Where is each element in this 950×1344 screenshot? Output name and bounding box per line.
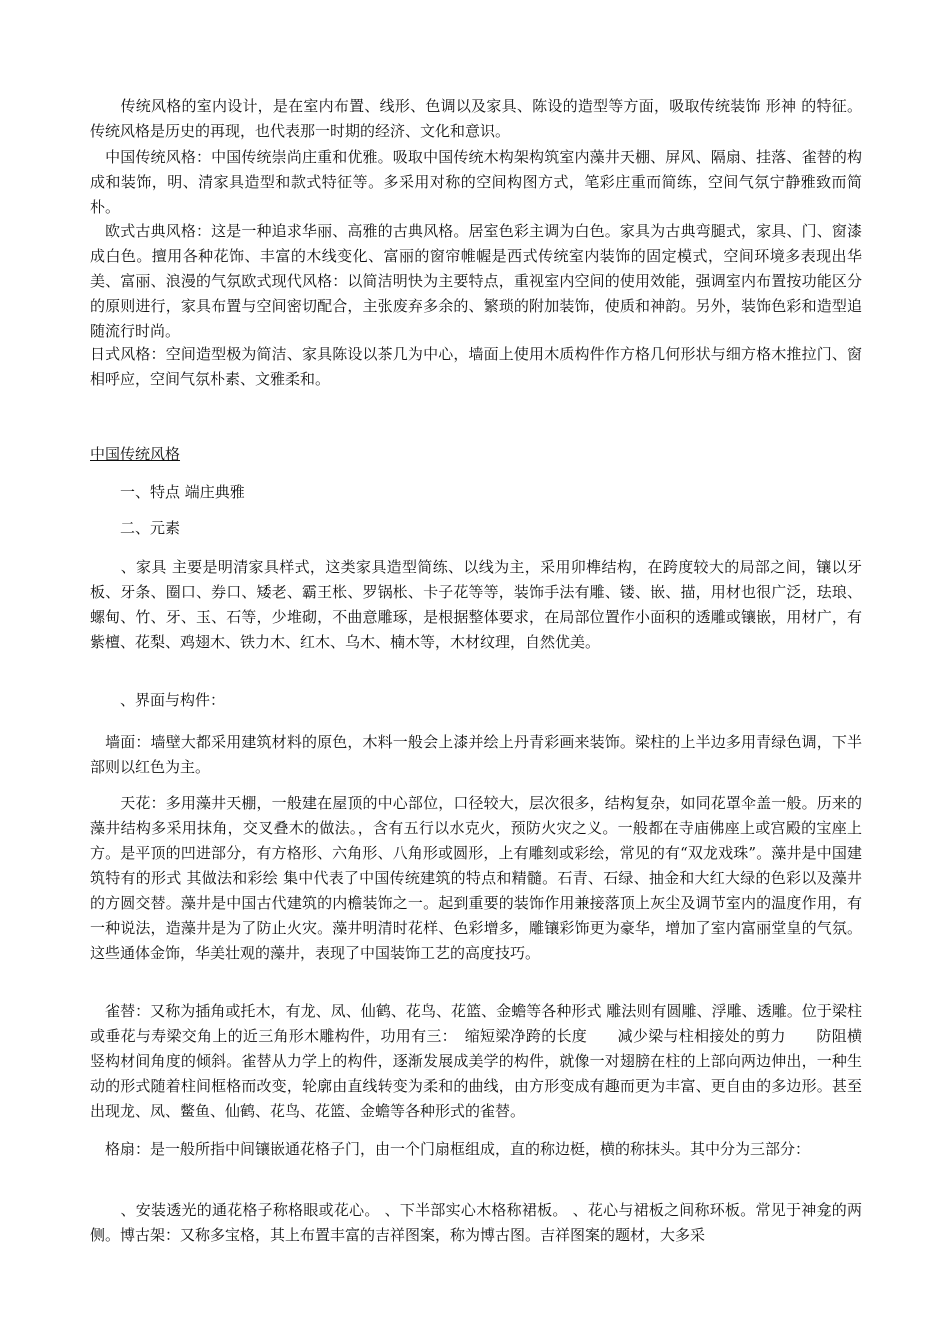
section-heading: 中国传统风格 bbox=[90, 445, 181, 463]
intro-paragraph-european-style: 欧式古典风格：这是一种追求华丽、高雅的古典风格。居室色彩主调为白色。家具为古典弯腿式，家具、门、窗漆成白色。擅用各种花饰、丰富的木线变化、富丽的窗帘帷幄是西式传统室内装饰的固定模式，空间环境多表现出华美、富丽、浪漫的气氛欧式现代风格：以简洁明快为主要特点，重视室内空间的使用效能，强调室内布置按功能区分的原则进行，家具布置与空间密切配合，主张废弃多余的、繁琐的附加装饰，使质和神韵。另外，装饰色彩和造型追随流行时尚。 bbox=[90, 222, 862, 340]
section-item-features: 一、特点 端庄典雅 bbox=[120, 483, 245, 501]
furniture-paragraph: 、家具 主要是明清家具样式，这类家具造型简练、以线为主，采用卯榫结构，在跨度较大的局部之间，镶以牙板、牙条、圈口、券口、矮老、霸王枨、罗锅枨、卡子花等等，装饰手法有雕、镂、嵌、描，用材也很广泛，珐琅、螺甸、竹、牙、玉、石等，少堆砌，不曲意雕琢，是根据整体要求，在局部位置作小面积的透雕或镶嵌，用材广，有紫檀、花梨、鸡翅木、铁力木、红木、乌木、楠木等，木材纹理，自然优美。 bbox=[90, 558, 862, 651]
geshan-paragraph: 格扇：是一般所指中间镶嵌通花格子门，由一个门扇框组成，直的称边梃，横的称抹头。其中分为三部分： bbox=[90, 1140, 811, 1158]
wall-paragraph: 墙面：墙壁大都采用建筑材料的原色，木料一般会上漆并绘上丹青彩画来装饰。梁柱的上半边多用青绿色调，下半部则以红色为主。 bbox=[90, 733, 862, 776]
geshan-parts-paragraph: 、安装透光的通花格子称格眼或花心。 、下半部实心木格称裙板。 、花心与裙板之间称环板。常见于神龛的两侧。博古架：又称多宝格，其上布置丰富的吉祥图案，称为博古图。吉祥图案的题材，大多采 bbox=[90, 1201, 862, 1244]
queti-paragraph: 雀替：又称为插角或托木，有龙、凤、仙鹤、花鸟、花篮、金蟾等各种形式 雕法则有圆雕、浮雕、透雕。位于梁柱或垂花与寿梁交角上的近三角形木雕构件，功用有三： 缩短梁净跨的长度 减少梁与柱相接处的剪力 防阻横竖构材间角度的倾斜。雀替从力学上的构件，逐渐发展成美学的构件，就像一对翅膀在柱的上部向两边伸出，一种生动的形式随着柱间框格而改变，轮廓由直线转变为柔和的曲线，由方形变成有趣而更为丰富、更自由的多边形。甚至出现龙、凤、鳖鱼、仙鹤、花鸟、花篮、金蟾等各种形式的雀替。 bbox=[90, 1002, 862, 1120]
intro-paragraph-japanese-style: 日式风格：空间造型极为简洁、家具陈设以茶几为中心，墙面上使用木质构件作方格几何形状与细方格木推拉门、窗相呼应，空间气氛朴素、文雅柔和。 bbox=[90, 345, 862, 388]
intro-paragraph-traditional-style: 传统风格的室内设计，是在室内布置、线形、色调以及家具、陈设的造型等方面，吸取传统装饰 形神 的特征。传统风格是历史的再现，也代表那一时期的经济、文化和意识。 bbox=[90, 97, 862, 140]
interface-subheading: 、界面与构件： bbox=[120, 691, 226, 709]
ceiling-paragraph: 天花：多用藻井天棚，一般建在屋顶的中心部位，口径较大，层次很多，结构复杂，如同花罩伞盖一般。历来的藻井结构多采用抹角，交叉叠木的做法。，含有五行以水克火，预防火灾之义。一般都在寺庙佛座上或宫殿的宝座上 方。是平顶的凹进部分，有方格形、六角形、八角形或圆形，上有雕刻或彩绘，常见的有“双龙戏珠”。藻井是中国建筑特有的形式 其做法和彩绘 集中代表了中国传统建筑的特点和精髓。石青、石绿、抽金和大红大绿的色彩以及藻井的方圆交替。藻井是中国古代建筑的内檐装饰之一。起到重要的装饰作用兼接落顶上灰尘及调节室内的温度作用，有一种说法，造藻井是为了防止火灾。藻井明清时花样、色彩增多，雕镶彩饰更为豪华，增加了室内富丽堂皇的气氛。这些通体金饰，华美壮观的藻井，表现了中国装饰工艺的高度技巧。 bbox=[90, 794, 862, 962]
intro-paragraph-chinese-style: 中国传统风格：中国传统崇尚庄重和优雅。吸取中国传统木构架构筑室内藻井天棚、屏风、隔扇、挂落、雀替的构成和装饰，明、清家具造型和款式特征等。多采用对称的空间构图方式，笔彩庄重而简练，空间气氛宁静雅致而简朴。 bbox=[90, 148, 862, 216]
section-item-elements: 二、元素 bbox=[120, 519, 181, 537]
